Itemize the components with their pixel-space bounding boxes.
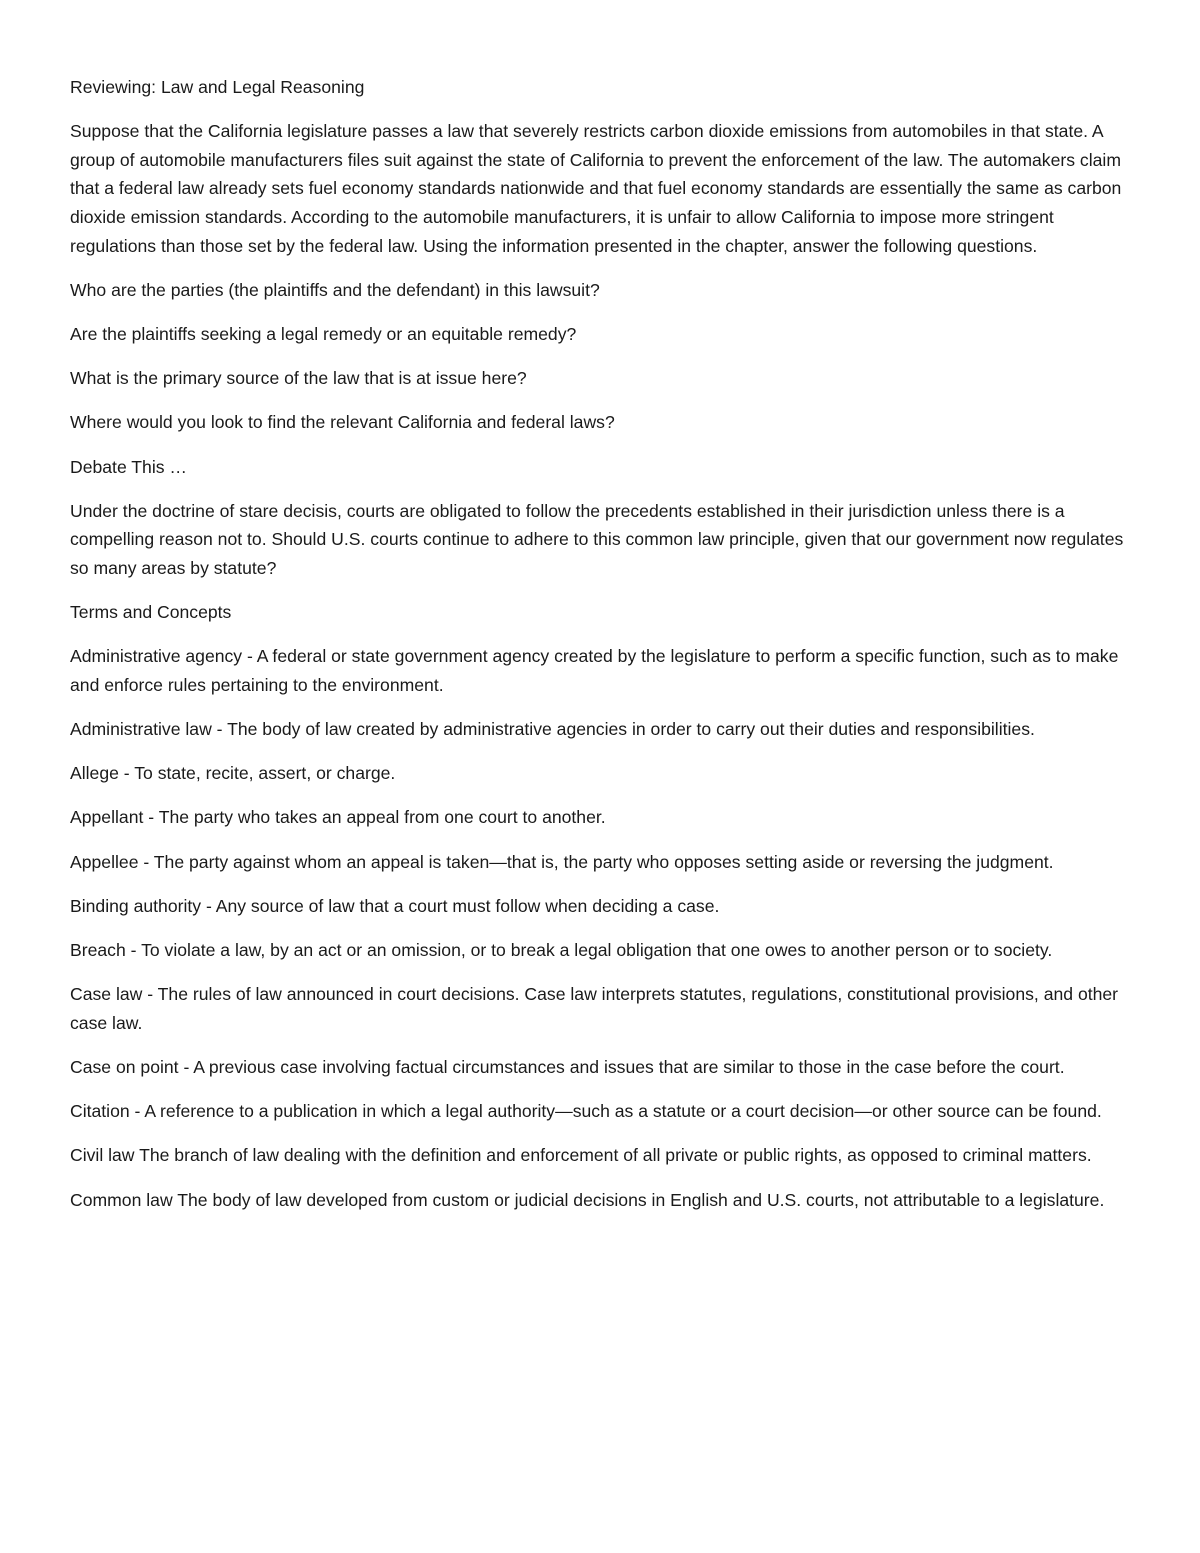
term-name: Appellant - — [70, 807, 155, 828]
term-definition: The body of law developed from custom or judicial decisions in English and U.S. courts, not attributable to a legislature. — [172, 1189, 1105, 1210]
term-entry — [70, 642, 1128, 699]
term-entry — [70, 980, 1128, 1037]
term-name: Case on point - — [70, 1056, 190, 1077]
terms-heading: Terms and Concepts — [70, 602, 232, 623]
term-name: Allege - — [70, 763, 130, 784]
term-entry — [70, 936, 1128, 965]
term-entry — [70, 892, 1128, 921]
scenario-paragraph: Suppose that the California legislature passes a law that severely restricts carbon dioxide emissions from automobiles in that state. A group of automobile manufacturers files suit against the state of California to prevent the enforcement of the law. The automakers claim that a federal law already sets fuel economy standards nationwide and that fuel economy standards are essentially the same as carbon dioxide emission standards. According to the automobile manufacturers, it is unfair to allow California to impose more stringent regulations than those set by the federal law. Using the information presented in the chapter, answer the following questions. — [70, 121, 1122, 256]
term-entry — [70, 848, 1128, 877]
term-definition: The branch of law dealing with the definition and enforcement of all private or public rights, as opposed to criminal matters. — [134, 1145, 1092, 1166]
term-definition: To state, recite, assert, or charge. — [129, 763, 396, 784]
question-item: Are the plaintiffs seeking a legal remedy or an equitable remedy? — [70, 323, 577, 344]
term-name: Case law - — [70, 984, 154, 1005]
term-definition: To violate a law, by an act or an omission, or to break a legal obligation that one owes to another person or to society. — [136, 939, 1053, 960]
term-definition: The party against whom an appeal is taken—that is, the party who opposes setting aside or reversing the judgment. — [149, 851, 1054, 872]
debate-heading: Debate This … — [70, 456, 188, 477]
term-entry — [70, 1186, 1128, 1215]
term-name: Citation - — [70, 1101, 141, 1122]
term-entry — [70, 715, 1128, 744]
term-name: Administrative agency - — [70, 646, 253, 667]
question-item: What is the primary source of the law that is at issue here? — [70, 368, 527, 389]
term-name: Common law — [70, 1189, 173, 1210]
term-definition: The body of law created by administrative agencies in order to carry out their duties and responsibilities. — [222, 719, 1035, 740]
term-entry — [70, 1141, 1128, 1170]
term-definition: The rules of law announced in court decisions. Case law interprets statutes, regulations, constitutional provisions, and other case law. — [70, 984, 1119, 1033]
document-heading: Reviewing: Law and Legal Reasoning — [70, 77, 365, 97]
term-entry — [70, 1053, 1128, 1082]
term-name: Binding authority - — [70, 895, 212, 916]
term-definition: A previous case involving factual circumstances and issues that are similar to those in the case before the court. — [189, 1056, 1065, 1077]
term-definition: Any source of law that a court must follow when deciding a case. — [211, 895, 720, 916]
term-name: Appellee - — [70, 851, 150, 872]
term-definition: A federal or state government agency created by the legislature to perform a specific function, such as to make and enforce rules pertaining to the environment. — [70, 646, 1119, 695]
term-entry — [70, 803, 1128, 832]
term-entry — [70, 1097, 1128, 1126]
term-definition: A reference to a publication in which a legal authority—such as a statute or a court decision—or other source can be found. — [140, 1101, 1102, 1122]
term-name: Civil law — [70, 1145, 135, 1166]
debate-paragraph: Under the doctrine of stare decisis, courts are obligated to follow the precedents established in their jurisdiction unless there is a compelling reason not to. Should U.S. courts continue to adhere to this common law principle, given that our government now regulates so many areas by statute? — [70, 500, 1124, 578]
term-definition: The party who takes an appeal from one court to another. — [154, 807, 606, 828]
term-name: Administrative law - — [70, 719, 223, 740]
question-item: Where would you look to find the relevant California and federal laws? — [70, 412, 615, 433]
term-name: Breach - — [70, 939, 137, 960]
term-entry — [70, 759, 1128, 788]
question-item: Who are the parties (the plaintiffs and the defendant) in this lawsuit? — [70, 279, 600, 300]
